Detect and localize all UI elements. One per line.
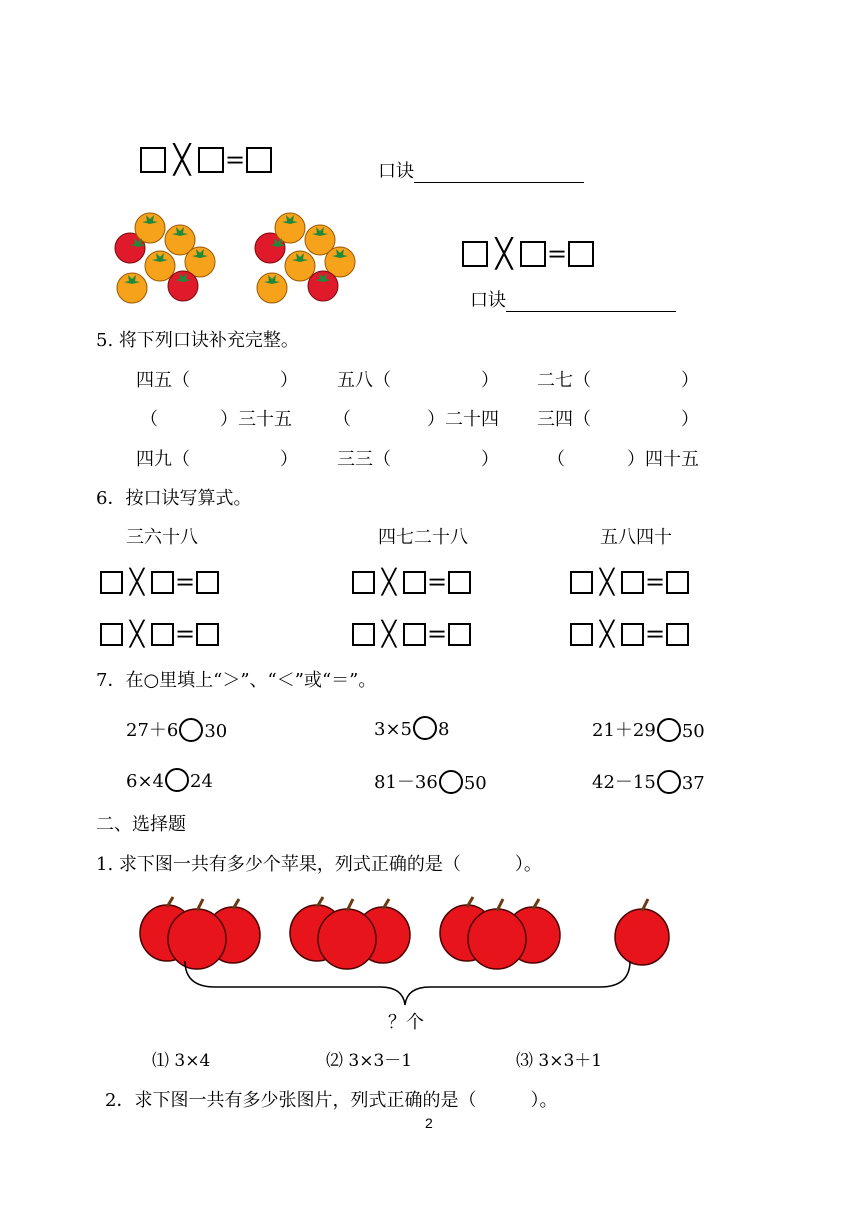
apples-picture bbox=[135, 895, 695, 1025]
answer-box[interactable] bbox=[196, 571, 219, 594]
answer-box[interactable] bbox=[100, 623, 123, 646]
equation-template bbox=[462, 237, 594, 270]
answer-box[interactable] bbox=[352, 623, 375, 646]
compare-item: 81－36 50 bbox=[374, 772, 487, 794]
answer-box[interactable] bbox=[520, 241, 546, 267]
apple-group bbox=[440, 897, 560, 969]
compare-circle[interactable] bbox=[657, 718, 681, 742]
q5-item: 三三（ ） bbox=[337, 449, 499, 470]
compare-circle[interactable] bbox=[179, 718, 203, 742]
answer-box[interactable] bbox=[196, 623, 219, 646]
q5-item: （ ）三十五 bbox=[140, 409, 292, 430]
q5-item: 二七（ ） bbox=[537, 370, 699, 391]
equation-template: ╳ = bbox=[570, 568, 689, 596]
answer-box[interactable] bbox=[621, 571, 644, 594]
compare-item: 42－15 37 bbox=[592, 772, 705, 794]
answer-box[interactable] bbox=[100, 571, 123, 594]
answer-box[interactable] bbox=[198, 147, 224, 173]
single-apple bbox=[615, 899, 669, 965]
choice2-question: 2．求下图一共有多少张图片，列式正确的是（ ）。 bbox=[105, 1090, 558, 1111]
equals-sign: = bbox=[224, 146, 246, 174]
brace-label: ？个 bbox=[388, 1012, 424, 1033]
equals-sign: = bbox=[546, 240, 568, 268]
answer-box[interactable] bbox=[403, 571, 426, 594]
answer-box[interactable] bbox=[246, 147, 272, 173]
choice1-question: 1. 求下图一共有多少个苹果，列式正确的是（ ）。 bbox=[96, 854, 542, 875]
answer-box[interactable] bbox=[666, 623, 689, 646]
koujue-label: 口诀 bbox=[378, 161, 414, 182]
apple-group bbox=[140, 897, 260, 969]
koujue-answer-line[interactable] bbox=[414, 162, 584, 183]
choice-option[interactable]: ⑴ 3×4 bbox=[152, 1051, 211, 1071]
compare-circle[interactable] bbox=[439, 770, 463, 794]
compare-item: 6×4 24 bbox=[126, 768, 213, 792]
answer-box[interactable] bbox=[403, 623, 426, 646]
compare-item: 21＋29 50 bbox=[592, 720, 705, 742]
q6-title: 6．按口诀写算式。 bbox=[96, 488, 252, 509]
q5-item: 三四（ ） bbox=[537, 409, 699, 430]
times-sign: ╳ bbox=[495, 237, 513, 270]
answer-box[interactable] bbox=[570, 623, 593, 646]
q5-item: （ ）四十五 bbox=[547, 449, 699, 470]
tomato-group-picture bbox=[110, 210, 360, 310]
equation-template: ╳ = bbox=[100, 568, 219, 596]
q6-koujue: 五八四十 bbox=[600, 527, 672, 548]
q5-title: 5. 将下列口诀补充完整。 bbox=[96, 330, 299, 351]
choice-option[interactable]: ⑵ 3×3－1 bbox=[326, 1051, 413, 1071]
answer-box[interactable] bbox=[462, 241, 488, 267]
choice-option[interactable]: ⑶ 3×3＋1 bbox=[516, 1051, 603, 1071]
answer-box[interactable] bbox=[568, 241, 594, 267]
equation-template: ╳ = bbox=[100, 620, 219, 648]
compare-circle[interactable] bbox=[165, 768, 189, 792]
tomato-cluster bbox=[115, 213, 215, 303]
answer-box[interactable] bbox=[570, 571, 593, 594]
compare-circle[interactable] bbox=[413, 716, 437, 740]
koujue-field bbox=[470, 286, 676, 312]
q6-koujue: 三六十八 bbox=[126, 527, 198, 548]
times-sign: ╳ bbox=[173, 143, 191, 176]
q6-koujue: 四七二十八 bbox=[378, 527, 468, 548]
koujue-field bbox=[378, 157, 584, 183]
answer-box[interactable] bbox=[666, 571, 689, 594]
equation-template: ╳ = bbox=[570, 620, 689, 648]
q7-title: 7．在○里填上“＞”、“＜”或“＝”。 bbox=[96, 670, 377, 691]
koujue-answer-line[interactable] bbox=[506, 291, 676, 312]
koujue-label: 口诀 bbox=[470, 290, 506, 311]
answer-box[interactable] bbox=[621, 623, 644, 646]
equation-template: ╳ = bbox=[352, 568, 471, 596]
q5-item: （ ）二十四 bbox=[333, 409, 499, 430]
page-number: 2 bbox=[425, 1115, 433, 1131]
curly-brace bbox=[185, 961, 630, 1005]
answer-box[interactable] bbox=[140, 147, 166, 173]
apple-group bbox=[290, 897, 410, 969]
answer-box[interactable] bbox=[448, 571, 471, 594]
q5-item: 四五（ ） bbox=[136, 370, 298, 391]
answer-box[interactable] bbox=[151, 571, 174, 594]
compare-item: 3×5 8 bbox=[374, 716, 449, 740]
answer-box[interactable] bbox=[151, 623, 174, 646]
equation-template: ╳ = bbox=[352, 620, 471, 648]
compare-item: 27＋6 30 bbox=[126, 720, 228, 742]
answer-box[interactable] bbox=[352, 571, 375, 594]
q5-item: 五八（ ） bbox=[337, 370, 499, 391]
equation-template bbox=[140, 143, 272, 176]
q5-item: 四九（ ） bbox=[136, 449, 298, 470]
section-heading: 二、选择题 bbox=[96, 814, 186, 835]
answer-box[interactable] bbox=[448, 623, 471, 646]
tomato-cluster bbox=[255, 213, 355, 303]
compare-circle[interactable] bbox=[657, 770, 681, 794]
